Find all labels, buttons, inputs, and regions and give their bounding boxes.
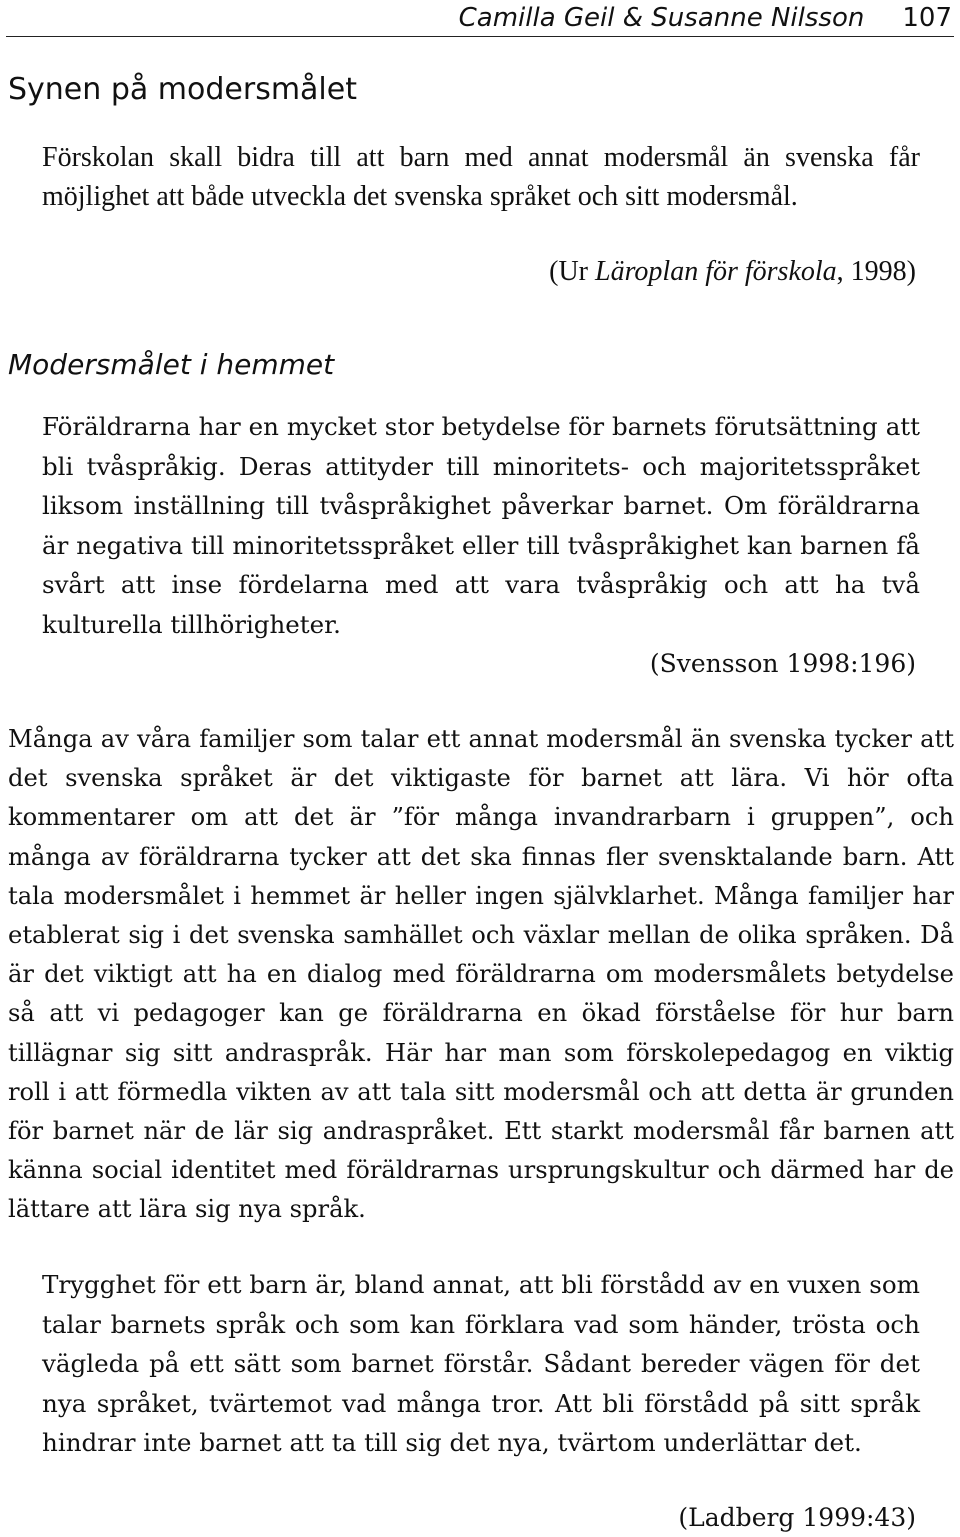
svensson-citation: (Svensson 1998:196) — [649, 649, 916, 678]
citation-open: (Ur — [549, 256, 595, 287]
curriculum-citation — [549, 252, 916, 291]
section-title: Synen på modersmålet — [8, 72, 357, 107]
curriculum-quote — [42, 138, 920, 216]
ladberg-quote: Trygghet för ett barn är, bland annat, att bli förstådd av en vuxen som talar barnets språk och som kan förklara vad som händer, trösta och vägleda på ett sätt som barnet förstår. Sådant bereder vägen för det nya språket, tvärtemot vad många tror. Att bli förstådd på sitt språk hindrar inte barnet att ta till sig det nya, tvärtom underlättar det. — [42, 1270, 920, 1457]
running-header — [6, 0, 954, 37]
subsection-title: Modersmålet i hemmet — [8, 348, 335, 381]
body-paragraph: Många av våra familjer som talar ett annat modersmål än svenska tycker att det svenska språket är det viktigaste för barnet att lära. Vi hör ofta kommentarer om att det är ”för många invandrarbarn i gruppen”, och många av föräldrarna tycker att det ska finnas fler svensktalande barn. Att tala modersmålet i hemmet är heller ingen självklarhet. Många familjer har etablerat sig i det svenska samhället och växlar mellan de olika språken. Då är det viktigt att ha en dialog med föräldrarna om modersmålets betydelse så att vi pedagoger kan ge föräldrarna en ökad förståelse för hur barn tillägnar sig sitt andraspråk. Här har man som förskolepedagog en viktig roll i att förmedla vikten av att tala sitt modersmål och att detta är grunden för barnet när de lär sig andraspråket. Ett starkt modersmål får barnen att känna social identitet med föräldrarnas ursprungskultur och därmed har de lättare att lära sig nya språk. — [8, 725, 954, 1224]
header-authors: Camilla Geil & Susanne Nilsson — [458, 3, 865, 33]
page-number: 107 — [902, 3, 952, 33]
citation-close: , 1998) — [836, 256, 916, 287]
citation-title: Läroplan för förskola — [595, 256, 837, 287]
curriculum-quote-text: Förskolan skall bidra till att barn med annat modersmål än svenska får möjlighet att både utveckla det svenska språket och sitt modersmål. — [42, 142, 920, 212]
svensson-quote: Föräldrarna har en mycket stor betydelse för barnets förutsättning att bli tvåspråkig. Deras attityder till minoritets- och majoritetsspråket liksom inställning till tvåspråkighet påverkar barnet. Om föräldrarna är negativa till minoritetsspråket eller till tvåspråkighet kan barnen få svårt att inse fördelarna med att vara tvåspråkig och att ha två kulturella tillhörigheter. — [42, 412, 920, 639]
ladberg-citation: (Ladberg 1999:43) — [678, 1503, 916, 1532]
